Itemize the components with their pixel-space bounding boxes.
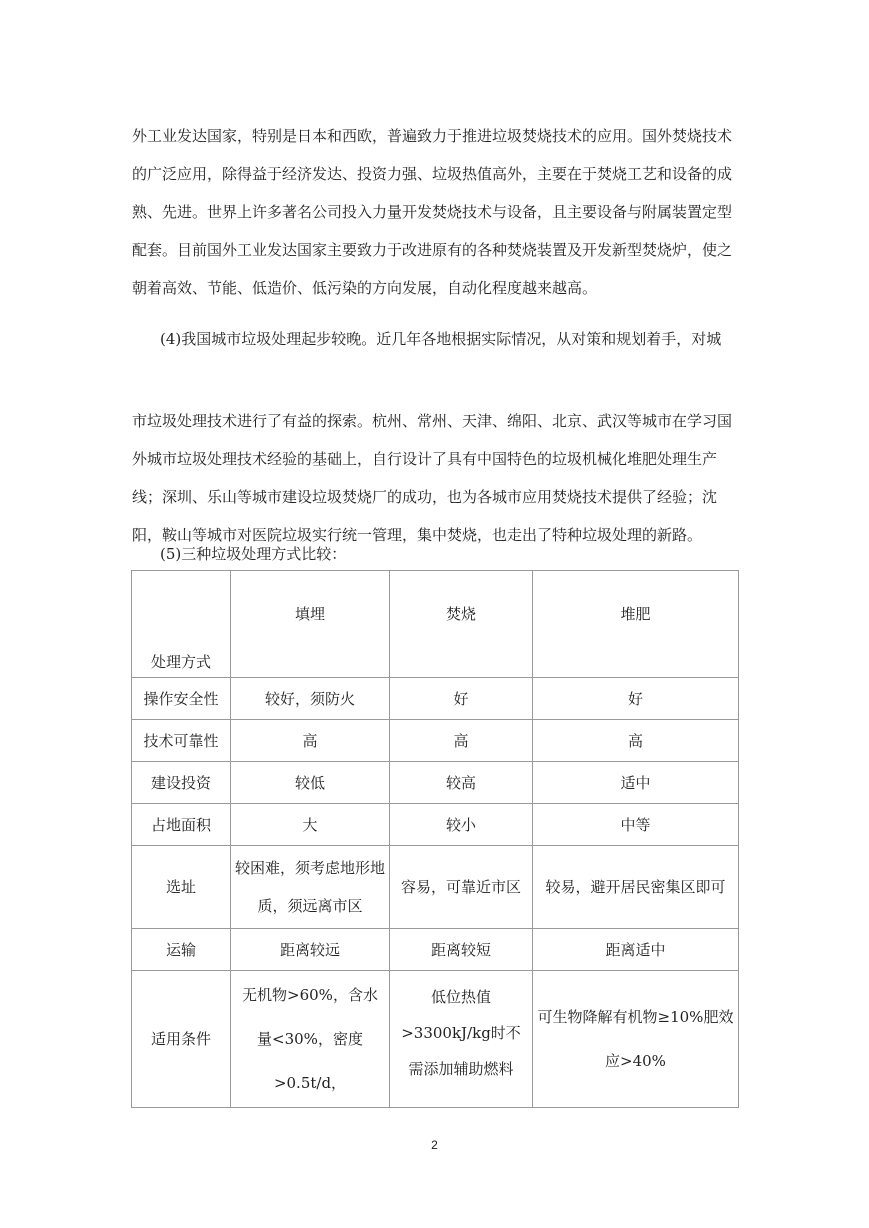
header-composting-cell: 堆肥 [533,571,739,678]
table-cell: 大 [231,804,390,846]
row-label-cell: 占地面积 [132,804,231,846]
table-cell: 距离适中 [533,929,739,971]
row-label-cell: 技术可靠性 [132,720,231,762]
table-cell: 高 [231,720,390,762]
paragraph-foreign-incineration: 外工业发达国家，特别是日本和西欧，普遍致力于推进垃圾焚烧技术的应用。国外焚烧技术的广泛应用，除得益于经济发达、投资力强、垃圾热值高外，主要在于焚烧工艺和设备的成熟、先进。世界上许多著名公司投入力量开发焚烧技术与设备，且主要设备与附属装置定型配套。目前国外工业发达国家主要致力于改进原有的各种焚烧装置及开发新型焚烧炉，使之朝着高效、节能、低造价、低污染的方向发展，自动化程度越来越高。 [132,127,733,297]
header-label-cell: 处理方式 [132,571,231,678]
table-cell: 中等 [533,804,739,846]
paragraph-china-waste: 市垃圾处理技术进行了有益的探索。杭州、常州、天津、绵阳、北京、武汉等城市在学习国外城市垃圾处理技术经验的基础上，自行设计了具有中国特色的垃圾机械化堆肥处理生产线；深圳、乐山等城市建设垃圾焚烧厂的成功，也为各城市应用焚烧技术提供了经验；沈阳，鞍山等城市对医院垃圾实行统一管理，集中焚烧，也走出了特种垃圾处理的新路。 [132,412,733,544]
table-cell: 适中 [533,762,739,804]
table-cell: 距离较短 [390,929,533,971]
table-cell: 无机物>60%，含水量<30%，密度>0.5t/d， [231,971,390,1108]
row-label-cell: 选址 [132,846,231,929]
table-cell: 距离较远 [231,929,390,971]
paragraph-china-waste-first-line: (4)我国城市垃圾处理起步较晚。近几年各地根据实际情况，从对策和规划着手，对城 [160,330,722,348]
table-header-row [132,571,739,678]
table-cell: 较困难，须考虑地形地质，须远离市区 [231,846,390,929]
paragraph-comparison-heading: (5)三种垃圾处理方式比较： [160,545,347,563]
table-row [132,804,739,846]
table-cell: 好 [533,678,739,720]
table-cell: 容易，可靠近市区 [390,846,533,929]
comparison-table [131,570,739,1108]
header-landfill-cell: 填埋 [231,571,390,678]
table-row [132,929,739,971]
table-row [132,971,739,1108]
page-number: 2 [431,1138,438,1152]
header-incineration-cell: 焚烧 [390,571,533,678]
row-label-cell: 适用条件 [132,971,231,1108]
table-row [132,762,739,804]
table-cell: 低位热值>3300kJ/kg时不需添加辅助燃料 [390,971,533,1108]
table-cell: 高 [533,720,739,762]
row-label-cell: 运输 [132,929,231,971]
table-row [132,846,739,929]
table-cell: 较小 [390,804,533,846]
row-label-cell: 操作安全性 [132,678,231,720]
table-row [132,678,739,720]
row-label-cell: 建设投资 [132,762,231,804]
table-cell: 较易，避开居民密集区即可 [533,846,739,929]
table-cell: 高 [390,720,533,762]
table-cell: 好 [390,678,533,720]
table-cell: 较好，须防火 [231,678,390,720]
table-row [132,720,739,762]
table-cell: 可生物降解有机物≥10%肥效应>40% [533,971,739,1108]
table-cell: 较高 [390,762,533,804]
table-cell: 较低 [231,762,390,804]
